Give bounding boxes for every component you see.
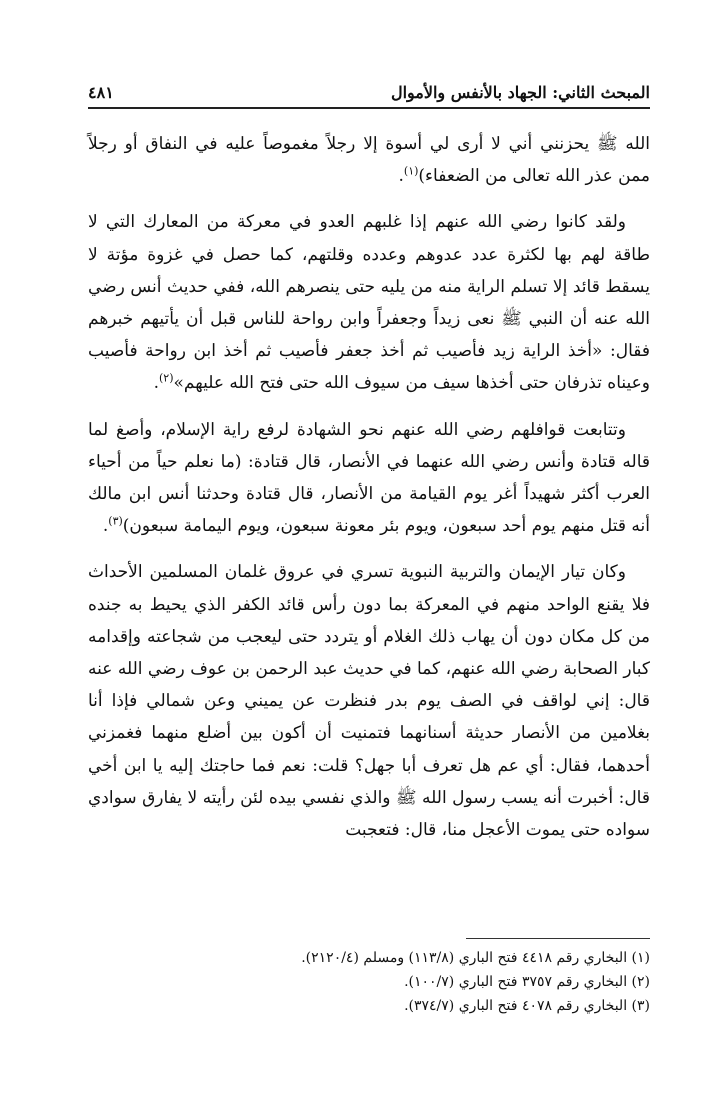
footnote-2: (٢) البخاري رقم ٣٧٥٧ فتح الباري (١٠٠/٧). xyxy=(404,974,650,990)
paragraph-3-text: وتتابعت قوافلهم رضي الله عنهم نحو الشهادة لرفع راية الإسلام، وأصغ لما قاله قتادة وأنس رضي الله عنهما في الأنصار، قال قتادة: (ما نعلم حياً من أحياء العرب أكثر شهيداً أغر يوم القيامة من الأنصار، قال قتادة وحدثنا أنس ابن مالك أنه قتل منهم يوم أحد سبعون، ويوم بئر معونة سبعون، ويوم اليمامة سبعون) xyxy=(88,419,650,537)
running-title: المبحث الثاني: الجهاد بالأنفس والأموال xyxy=(390,83,650,102)
footnote-ref-1: (١) xyxy=(403,164,419,178)
page-number: ٤٨١ xyxy=(88,83,114,102)
footnote-3: (٣) البخاري رقم ٤٠٧٨ فتح الباري (٣٧٤/٧). xyxy=(404,998,650,1014)
paragraph-2-text: ولقد كانوا رضي الله عنهم إذا غلبهم العدو في معركة من المعارك التي لا طاقة لهم بها لكثرة عدد عدوهم وعدده وقلتهم، كما حصل في غزوة مؤتة لا يسقط قائد إلا تسلم الراية منه من يليه حتى ينصرهم الله، ففي حديث أنس رضي الله عنه أن النبي ﷺ نعى زيداً وجعفراً وابن رواحة للناس قبل أن يأتيهم خبرهم فقال: «أخذ الراية زيد فأصيب ثم أخذ جعفر فأصيب ثم أخذ ابن رواحة فأصيب وعيناه تذرفان حتى أخذها سيف من سيوف الله حتى فتح الله عليهم» xyxy=(88,212,650,394)
footnotes xyxy=(88,946,650,1018)
body-text xyxy=(88,128,650,860)
footnote-separator xyxy=(466,938,650,939)
paragraph-1-text: الله ﷺ يحزنني أني لا أرى لي أسوة إلا رجلاً مغموصاً عليه في النفاق أو رجلاً ممن عذر الله تعالى من الضعفاء) xyxy=(88,134,650,187)
paragraph-4: وكان تيار الإيمان والتربية النبوية تسري في عروق غلمان المسلمين الأحداث فلا يقنع الواحد منهم في المعركة بما دون رأس قائد الكفر الذي يحيط به جنده من كل مكان دون أن يهاب ذلك الغلام أو يتردد حتى ليعجب من شجاعته وإقدامه كبار الصحابة رضي الله عنهم، كما في حديث عبد الرحمن بن عوف رضي الله عنه قال: إني لواقف في الصف يوم بدر فنظرت عن يميني وعن شمالي فإذا أنا بغلامين من الأنصار حديثة أسنانهما فتمنيت أن أكون بين أضلع منهما فغمزني أحدهما، فقال: أي عم هل تعرف أبا جهل؟ قلت: نعم فما حاجتك إليه يا ابن أخي قال: أخبرت أنه يسب رسول الله ﷺ والذي نفسي بيده لئن رأيته لا يفارق سوادي سواده حتى يموت الأعجل منا، قال: فتعجبت xyxy=(88,562,651,841)
paragraph-2-end: . xyxy=(153,373,159,394)
header-rule xyxy=(88,107,650,109)
footnote-1: (١) البخاري رقم ٤٤١٨ فتح الباري (١١٣/٨) ومسلم (٢١٢٠/٤). xyxy=(301,950,650,966)
footnote-ref-3: (٣) xyxy=(108,514,123,528)
paragraph-3 xyxy=(88,414,650,543)
paragraph-2 xyxy=(88,206,650,399)
paragraph-1-end: . xyxy=(398,166,404,187)
paragraph-1 xyxy=(88,128,650,192)
running-header xyxy=(88,78,650,104)
footnote-ref-2: (٢) xyxy=(159,371,174,385)
paragraph-3-end: . xyxy=(102,516,109,537)
